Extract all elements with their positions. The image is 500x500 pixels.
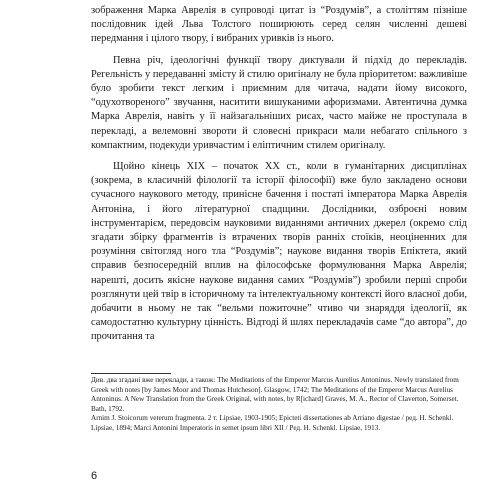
paragraph-1: зображення Марка Аврелія в супроводі цитат із “Роздумів”, а століттям пізніше послідовник ідей Льва Толстого поширюють серед селян численні дешеві передмання і цілого твору, і вибраних уривків із нього. xyxy=(91,5,467,45)
body-text xyxy=(91,4,467,345)
page-number: 6 xyxy=(91,470,98,482)
paragraph-2: Певна річ, ідеологічні функції твору диктували й підхід до перекладів. Регельність у передаванні змісту й стилю оригіналу не була пріоритетом: важливіше було зробити текст легким і приємним для читача, надати йому високого, “одухотвореного” звучання, наситити вишуканими афоризмами. Автентична думка Марка Аврелія, навіть у її найзагальніших рисах, часто майже не проступала в перекладі, а велемовні звороти й словесні прикраси мали небагато спільного з компактним, подекуди уривчастим і еліптичним стилем оригіналу. xyxy=(91,54,467,151)
footnotes xyxy=(91,376,467,434)
paragraph-3: Щойно кінець XIX – початок XX ст., коли в гуманітарних дисциплінах (зокрема, в класичній філології та історії філософії) вже було закладено основи сучасного наукового методу, принісне бачення і постаті імператора Марка Аврелія Антоніна, і його літературної спадщини. Дослідники, озброєні новим інструментарієм, передовсім науковими виданнями античних джерел (окремо слід згадати збірку фрагментів із втрачених творів ранніх стоїків, неоціненних для розуміння світогляд ного тла “Роздумів”; наукове видання творів Епіктета, який справив безпосередній вплив на філософське формулювання Марка Аврелія; нарешті, досить якісне наукове видання самих “Роздумів”) зробили перші спроби розглянути цей твір в історичному та інтелектуальному контексті його власної доби, добачити в ньому не так “вельми пожиточне” чтиво чи знаряддя ідеології, як самодостатню культурну цінність. Відтоді й шлях перекладачів саме “до автора”, до прочитання та xyxy=(91,161,467,343)
footnote-separator xyxy=(91,373,171,374)
footnote-2: Arnim J. Stoicorum veterum fragmenta. 2 т. Lipsiae, 1903-1905; Epicteti dissertationes ab Arriano digestae / ред. H. Schenkl. Lipsiae, 1894; Marci Antonini Imperatoris in semet ipsum libri XII / Ред. H. Schenkl. Lipsiae, 1913. xyxy=(91,414,454,432)
footnote-1: Див. два згадані вже переклади, а також: The Meditations of the Emperor Marcus Aurelius Antoninus. Newly translated from Greek with notes [by James Moor and Thomas Hutcheson]. Glasgow, 1742; The Meditations of the Emperor Marcus Aurelius Antoninus. A New Translation from the Greek Original, with notes, by R[ichard] Graves, M. A., Rector of Claverton, Somerset. Bath, 1792. xyxy=(91,376,459,413)
